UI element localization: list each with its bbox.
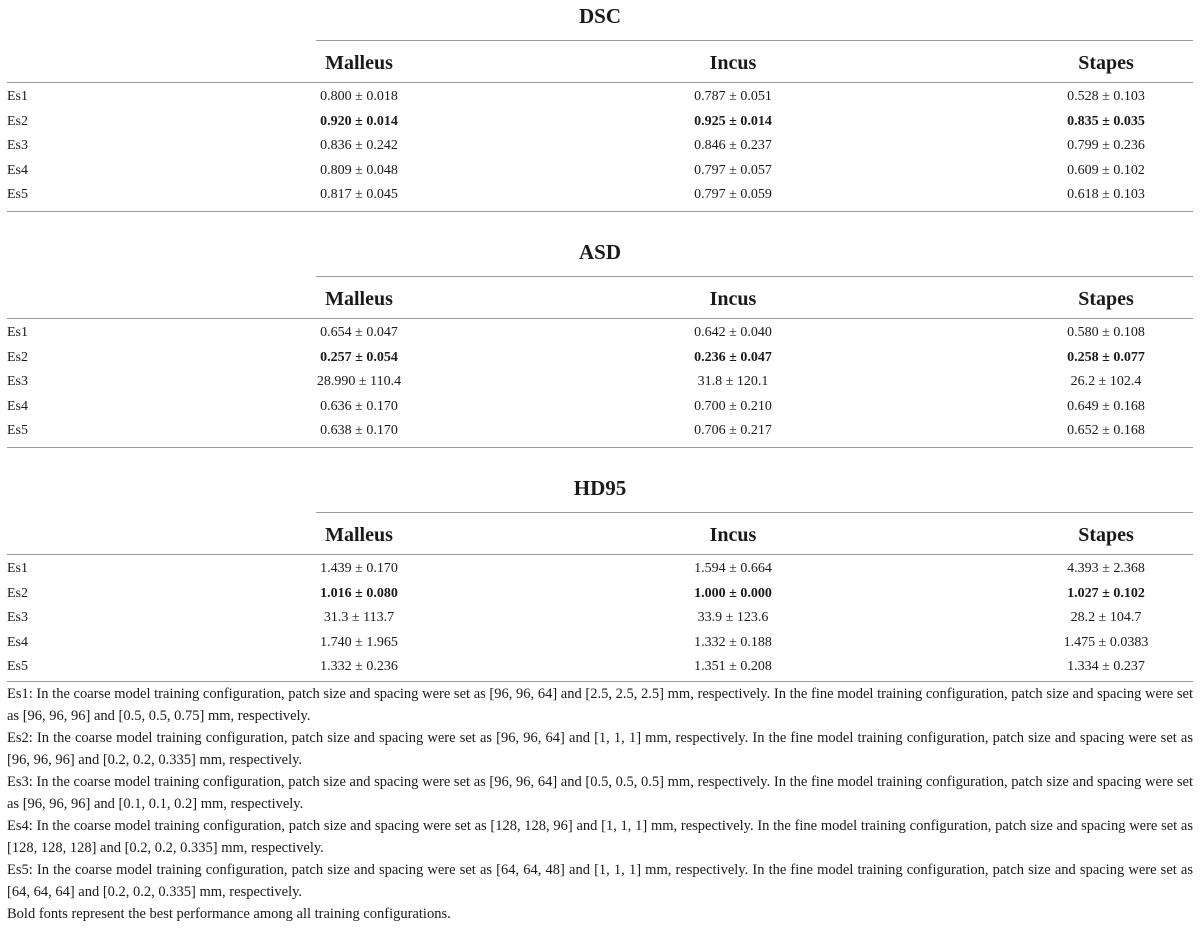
cell-malleus: 0.257 ± 0.054 — [320, 350, 398, 365]
cell-stapes: 0.609 ± 0.102 — [1067, 163, 1145, 178]
row-label: Es5 — [7, 423, 28, 438]
column-header-stapes: Stapes — [1078, 288, 1134, 310]
footnote-es4: Es4: In the coarse model training configuration, patch size and spacing were set as [128, 128, 96] and [1, 1, 1] mm, respectively. In the fine model training configuration, patch size and spacing were set as [128, 128, 128] and [0.2, 0.2, 0.335] mm, respectively. — [7, 818, 1193, 856]
table-row — [0, 187, 1200, 211]
cell-stapes: 1.027 ± 0.102 — [1067, 586, 1145, 601]
row-label: Es4 — [7, 399, 28, 414]
cell-stapes: 0.652 ± 0.168 — [1067, 423, 1145, 438]
table-row — [0, 89, 1200, 113]
cell-incus: 0.787 ± 0.051 — [694, 89, 772, 104]
table-row — [0, 423, 1200, 447]
footnote-bold-legend: Bold fonts represent the best performance among all training configurations. — [7, 906, 451, 922]
section-rule — [7, 211, 1193, 212]
header-rule — [316, 512, 1193, 513]
subheader-rule — [7, 318, 1193, 319]
table-row — [0, 561, 1200, 585]
table-row — [0, 399, 1200, 423]
cell-incus: 0.706 ± 0.217 — [694, 423, 772, 438]
cell-stapes: 0.835 ± 0.035 — [1067, 114, 1145, 129]
table-footnotes — [7, 683, 1193, 925]
column-header-malleus: Malleus — [325, 524, 393, 546]
row-label: Es3 — [7, 374, 28, 389]
header-rule — [316, 276, 1193, 277]
cell-stapes: 0.799 ± 0.236 — [1067, 138, 1145, 153]
footnote-es3: Es3: In the coarse model training configuration, patch size and spacing were set as [96, 96, 64] and [0.5, 0.5, 0.5] mm, respectively. In the fine model training configuration, patch size and spacing were set as [96, 96, 96] and [0.1, 0.1, 0.2] mm, respectively. — [7, 774, 1193, 812]
column-header-malleus: Malleus — [325, 52, 393, 74]
row-label: Es1 — [7, 89, 28, 104]
cell-incus: 0.925 ± 0.014 — [694, 114, 772, 129]
metric-title: DSC — [578, 4, 621, 28]
header-rule — [316, 40, 1193, 41]
row-label: Es2 — [7, 350, 28, 365]
footnote-es2: Es2: In the coarse model training configuration, patch size and spacing were set as [96, 96, 64] and [1, 1, 1] mm, respectively. In the fine model training configuration, patch size and spacing were set as [96, 96, 96] and [0.2, 0.2, 0.335] mm, respectively. — [7, 730, 1193, 768]
column-header-incus: Incus — [709, 52, 757, 74]
column-header-incus: Incus — [709, 288, 757, 310]
cell-stapes: 0.258 ± 0.077 — [1067, 350, 1145, 365]
cell-incus: 33.9 ± 123.6 — [697, 610, 769, 625]
section-rule — [7, 681, 1193, 682]
cell-stapes: 1.334 ± 0.237 — [1067, 659, 1145, 674]
cell-malleus: 28.990 ± 110.4 — [316, 374, 402, 389]
subheader-rule — [7, 82, 1193, 83]
cell-stapes: 1.475 ± 0.0383 — [1063, 635, 1149, 650]
cell-incus: 1.000 ± 0.000 — [694, 586, 772, 601]
metric-title: HD95 — [573, 476, 627, 500]
cell-malleus: 1.332 ± 0.236 — [320, 659, 398, 674]
cell-malleus: 0.836 ± 0.242 — [320, 138, 398, 153]
table-row — [0, 586, 1200, 610]
row-label: Es1 — [7, 561, 28, 576]
cell-malleus: 1.016 ± 0.080 — [320, 586, 398, 601]
column-header-incus: Incus — [709, 524, 757, 546]
table-row — [0, 138, 1200, 162]
cell-malleus: 0.920 ± 0.014 — [320, 114, 398, 129]
cell-stapes: 0.649 ± 0.168 — [1067, 399, 1145, 414]
table-row — [0, 350, 1200, 374]
cell-incus: 0.642 ± 0.040 — [694, 325, 772, 340]
cell-malleus: 0.636 ± 0.170 — [320, 399, 398, 414]
row-label: Es3 — [7, 610, 28, 625]
cell-stapes: 0.528 ± 0.103 — [1067, 89, 1145, 104]
cell-incus: 0.846 ± 0.237 — [694, 138, 772, 153]
cell-incus: 1.332 ± 0.188 — [694, 635, 772, 650]
cell-stapes: 28.2 ± 104.7 — [1070, 610, 1142, 625]
row-label: Es4 — [7, 635, 28, 650]
cell-incus: 1.351 ± 0.208 — [694, 659, 772, 674]
table-row — [0, 635, 1200, 659]
cell-malleus: 1.439 ± 0.170 — [320, 561, 398, 576]
cell-stapes: 0.618 ± 0.103 — [1067, 187, 1145, 202]
footnote-es1: Es1: In the coarse model training configuration, patch size and spacing were set as [96, 96, 64] and [2.5, 2.5, 2.5] mm, respectively. In the fine model training configuration, patch size and spacing were set as [96, 96, 96] and [0.5, 0.5, 0.75] mm, respectively. — [7, 686, 1193, 724]
column-header-stapes: Stapes — [1078, 524, 1134, 546]
cell-incus: 0.700 ± 0.210 — [694, 399, 772, 414]
column-header-malleus: Malleus — [325, 288, 393, 310]
cell-malleus: 0.638 ± 0.170 — [320, 423, 398, 438]
cell-stapes: 0.580 ± 0.108 — [1067, 325, 1145, 340]
cell-malleus: 0.809 ± 0.048 — [320, 163, 398, 178]
table-row — [0, 163, 1200, 187]
row-label: Es3 — [7, 138, 28, 153]
table-row — [0, 325, 1200, 349]
row-label: Es2 — [7, 586, 28, 601]
cell-malleus: 0.654 ± 0.047 — [320, 325, 398, 340]
cell-malleus: 31.3 ± 113.7 — [323, 610, 395, 625]
table-row — [0, 659, 1200, 683]
section-rule — [7, 447, 1193, 448]
footnote-es5: Es5: In the coarse model training configuration, patch size and spacing were set as [64, 64, 48] and [1, 1, 1] mm, respectively. In the fine model training configuration, patch size and spacing were set as [64, 64, 64] and [0.2, 0.2, 0.335] mm, respectively. — [7, 862, 1193, 900]
cell-malleus: 0.817 ± 0.045 — [320, 187, 398, 202]
cell-incus: 31.8 ± 120.1 — [697, 374, 769, 389]
metric-title: ASD — [578, 240, 621, 264]
row-label: Es2 — [7, 114, 28, 129]
row-label: Es1 — [7, 325, 28, 340]
cell-incus: 0.236 ± 0.047 — [694, 350, 772, 365]
row-label: Es5 — [7, 659, 28, 674]
cell-stapes: 4.393 ± 2.368 — [1067, 561, 1145, 576]
cell-malleus: 0.800 ± 0.018 — [320, 89, 398, 104]
table-row — [0, 374, 1200, 398]
table-row — [0, 114, 1200, 138]
cell-stapes: 26.2 ± 102.4 — [1070, 374, 1142, 389]
cell-incus: 0.797 ± 0.059 — [694, 187, 772, 202]
table-row — [0, 610, 1200, 634]
cell-incus: 1.594 ± 0.664 — [694, 561, 772, 576]
row-label: Es4 — [7, 163, 28, 178]
subheader-rule — [7, 554, 1193, 555]
cell-incus: 0.797 ± 0.057 — [694, 163, 772, 178]
column-header-stapes: Stapes — [1078, 52, 1134, 74]
row-label: Es5 — [7, 187, 28, 202]
cell-malleus: 1.740 ± 1.965 — [320, 635, 398, 650]
